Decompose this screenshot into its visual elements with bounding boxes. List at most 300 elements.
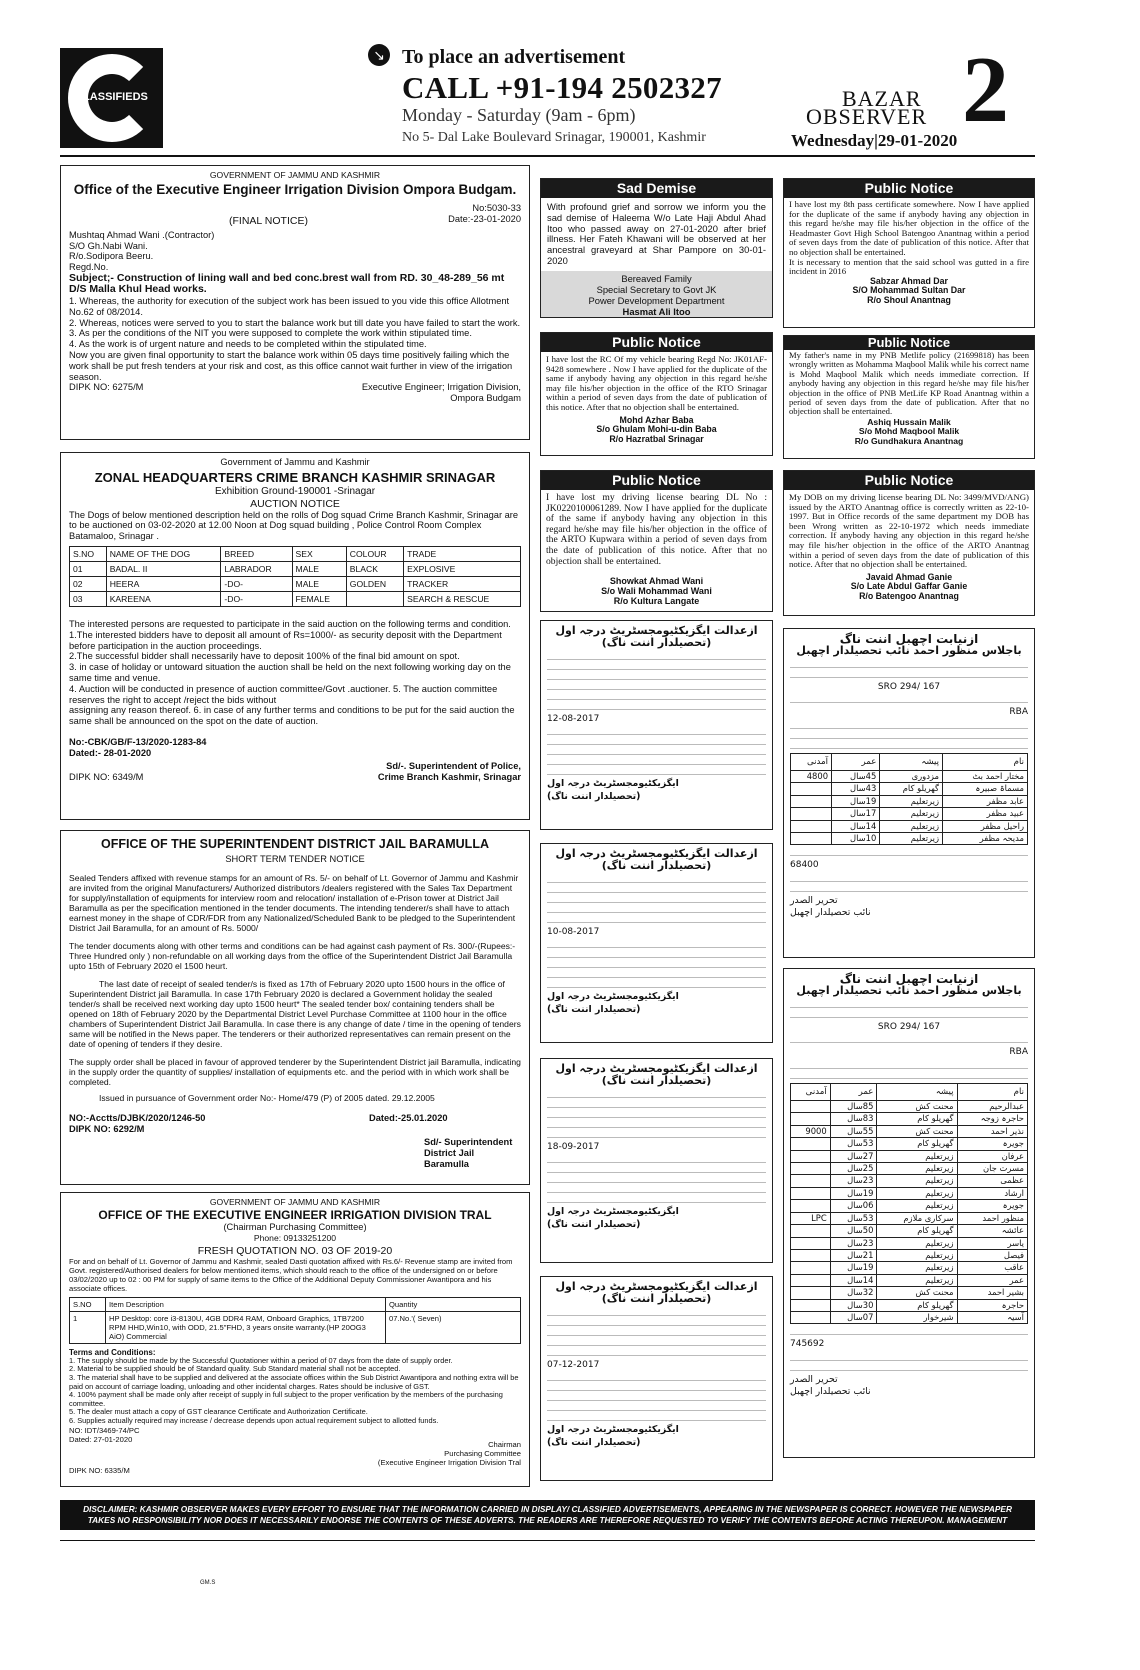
cell	[791, 1299, 831, 1311]
cell: زیرتعلیم	[877, 1187, 957, 1199]
urdu-notice-2	[540, 843, 773, 1043]
cell: 1	[70, 1311, 106, 1343]
letter-no: NO:-Acctts/DJBK/2020/1246-50	[69, 1112, 206, 1123]
office-title: ZONAL HEADQUARTERS CRIME BRANCH KASHMIR SRINAGAR	[94, 469, 496, 485]
signer-name: Sabzar Ahmad Dar	[870, 275, 948, 286]
urdu-text-lines	[790, 1354, 1028, 1371]
signer-residence: R/o Hazratbal Srinagar	[609, 433, 704, 444]
table-row	[70, 576, 521, 591]
cell: گھریلو کام	[877, 1299, 957, 1311]
income-amount: 745692	[790, 1339, 825, 1350]
office-hours: Monday - Saturday (9am - 6pm)	[402, 105, 636, 125]
addr-line: S/O Gh.Nabi Wani.	[69, 240, 148, 251]
cell: محنت کش	[877, 1287, 957, 1299]
signer-parent: S/o Wali Mohammad Wani	[601, 586, 712, 597]
cell: مزدوری	[880, 771, 943, 783]
letter-no: NO: IDT/3469-74/PC	[69, 1425, 140, 1435]
term: 2. Material to be supplied should be of Standard quality. Sub Standard material shall not be accepted.	[69, 1364, 401, 1374]
cell: 45سال	[832, 771, 880, 783]
cell: نذیر احمد	[957, 1125, 1027, 1137]
urdu-text-lines	[790, 1062, 1028, 1079]
col-header: S.NO	[70, 1297, 106, 1311]
cell: فیصل	[957, 1249, 1027, 1261]
col-header: پیشہ	[880, 753, 943, 770]
cell: 4800	[791, 771, 832, 783]
term: 3. in case of holiday or untoward situation the auction shall be held on the next following working day on the same time and venue.	[69, 662, 511, 683]
notice-jail-baramulla	[60, 830, 530, 1185]
subject: Subject;- Construction of lining wall and bed conc.brest wall from RD. 30_48-289_56 mt D/S Malla Khul Head works.	[69, 271, 505, 296]
cell: LPC	[791, 1212, 831, 1224]
cell: عظمی	[957, 1175, 1027, 1187]
phone: Phone: 09133251200	[253, 1232, 337, 1243]
cell: یاسر	[957, 1237, 1027, 1249]
cell: LABRADOR	[221, 561, 292, 576]
cell	[791, 820, 832, 832]
signer-name: Javaid Ahmad Ganie	[865, 571, 953, 582]
notice-body-note: It is necessary to mention that the said school was gutted in a fire incident in 2016	[789, 256, 1029, 277]
cell: 55سال	[830, 1125, 877, 1137]
signatory: (Executive Engineer Irrigation Division Tral	[377, 1457, 521, 1467]
intro: The Dogs of below mentioned description held on the rolls of Dog squad Crime Branch Kashmir, Srinagar are to be auctioned on 03-02-2020 at 12.00 Noon at Dog squad building , Police Control Room Complex Batamaloo, Srinagar .	[69, 509, 519, 542]
table-row	[791, 1249, 1028, 1261]
family-line: Special Secretary to Govt JK	[596, 283, 717, 295]
cell: جویرہ	[957, 1200, 1027, 1212]
public-notice-dl	[540, 470, 773, 612]
term: 2.The successful bidder shall necessarily have to deposit 100% of the final bid amount on spot.	[69, 651, 460, 662]
urdu-heading: ازنیابت اچھبل اننت ناگ	[839, 632, 979, 646]
income-amount: 68400	[790, 860, 819, 871]
cell: 32سال	[830, 1287, 877, 1299]
urdu-sign: نائب تحصیلدار اچھبل	[790, 1386, 871, 1398]
call-number[interactable]: CALL +91-194 2502327	[402, 70, 722, 105]
cell: TRACKER	[404, 576, 521, 591]
urdu-text-lines	[790, 875, 1028, 892]
cell	[791, 1138, 831, 1150]
col-header: SEX	[292, 546, 346, 561]
para: 2. Whereas, notices were served to you to start the balance work but till date you have failed to start the work.	[69, 317, 521, 328]
cell: زیرتعلیم	[877, 1200, 957, 1212]
cell: مسرت جان	[957, 1163, 1027, 1175]
notice-irrigation-tral	[60, 1192, 530, 1487]
cell: گھریلو کام	[880, 783, 943, 795]
office-title: OFFICE OF THE SUPERINTENDENT DISTRICT JAIL BARAMULLA	[101, 837, 489, 851]
term: 4. Auction will be conducted in presence of auction committee/Govt .auctioner. 5. The auction committee reserves the right to accept /reject the bids without	[69, 683, 498, 705]
term: 5. The dealer must attach a copy of GST clearance Certificate and Authorization Certificate.	[69, 1407, 368, 1417]
cell: EXPLOSIVE	[404, 561, 521, 576]
terms-title: Terms and Conditions:	[69, 1347, 156, 1357]
col-header: آمدنی	[791, 753, 832, 770]
urdu-subheading: باجلاس منظور احمد نائب تحصیلدار اچھبل	[796, 984, 1022, 998]
section-observer: OBSERVER	[806, 104, 928, 129]
signatory: Sd/-. Superintendent of Police,	[386, 760, 521, 771]
addr-line: Regd.No.	[69, 262, 109, 273]
logo-text: CLASSIFIEDS	[75, 91, 148, 103]
cell	[791, 1113, 831, 1125]
urdu-text-lines	[790, 1036, 1028, 1043]
signer-parent: S/o Late Abdul Gaffar Ganie	[850, 581, 968, 592]
signatory: District Jail Baramulla	[424, 1147, 475, 1169]
footer-code: GM.S	[200, 1580, 216, 1586]
cell	[791, 1150, 831, 1162]
cell	[791, 1101, 831, 1113]
col-header: نام	[943, 753, 1028, 770]
cell	[791, 1163, 831, 1175]
notice-body: My father's name in my PNB Metlife policy (21699818) has been wrongly written as Mohamma Maqbool Malik while his correct name is Mohd Maqbool Malik which needs immediate correction. If anybody having any objection in this regard he/she may file his/her objection in the office of PNB MetLife KP Road Anantnag within a period of seven days from the date of publication. After that no objection shall be entertained.	[789, 350, 1029, 417]
family-line: Power Development Department	[588, 294, 725, 306]
table-row	[791, 1187, 1028, 1199]
cell: 53سال	[830, 1212, 877, 1224]
urdu-right-notice-1	[783, 628, 1035, 958]
cell	[791, 808, 832, 820]
demise-body: With profound grief and sorrow we inform you the sad demise of Haleema W/o Late Haji Abdul Ahad Itoo who passed away on 27-01-2020 after brief illness. Her Fateh Khawani will be observed at her ancestral graveyard at Shar Pampore on 30-01-2020	[547, 201, 766, 266]
table-row	[791, 1175, 1028, 1187]
urdu-date: 18-09-2017	[547, 1141, 600, 1152]
signatory: Chairman	[488, 1439, 521, 1449]
urdu-sign: (تحصیلدار اننت ناگ)	[547, 790, 641, 802]
cell: عابد مظفر	[943, 795, 1028, 807]
addr-line: Mushtaq Ahmad Wani .(Contractor)	[69, 229, 215, 240]
cell: زیرتعلیم	[877, 1249, 957, 1261]
cell: عاقب	[957, 1262, 1027, 1274]
term: 3. The material shall have to be supplied and delivered at the associate offices within the Sub District Awantipora and nothing extra will be paid on account of carriage loading, unloading and other incidental charges. Rates should be inclusive of GST.	[69, 1372, 519, 1391]
cell: حاجرہ زوجہ	[957, 1113, 1027, 1125]
table-row	[791, 795, 1028, 807]
public-notice-pnb	[783, 335, 1035, 459]
page-number: 2	[962, 38, 1009, 142]
para: The tender documents along with other terms and conditions can be had against cash payment of Rs. 300/-(Rupees:- Three Hundred only ) non-refundable on all working days from the office of the Superintendent District Jail Baramulla upto 15th of February 2020 el 1500 heurt.	[69, 940, 516, 971]
col-header: آمدنی	[791, 1083, 831, 1100]
committee: (Chairman Purchasing Committee)	[223, 1222, 367, 1232]
urdu-text-lines	[547, 1091, 766, 1138]
cell: 17سال	[832, 808, 880, 820]
signatory: Crime Branch Kashmir, Srinagar	[377, 771, 521, 782]
cell: 01	[70, 561, 107, 576]
dipk-no: DIPK NO: 6335/M	[69, 1465, 130, 1475]
table-row	[791, 771, 1028, 783]
family-table	[790, 1083, 1028, 1325]
sad-demise-title: Sad Demise	[541, 179, 772, 198]
col-header: BREED	[221, 546, 292, 561]
para: The supply order shall be placed in favour of approved tenderer by the Superintendent District jail Baramulla, indicating in the supply order the quantity of supplies/ installation of equipments etc. and the period with in which work shall be completed.	[69, 1056, 521, 1087]
family-line: Hasmat Ali Itoo	[622, 305, 691, 317]
cell: راحیل مظفر	[943, 820, 1028, 832]
urdu-text-lines	[547, 1374, 766, 1421]
urdu-text-lines	[790, 1328, 1028, 1335]
cell: 14سال	[832, 820, 880, 832]
signatory: Sd/- Superintendent	[424, 1136, 513, 1147]
cell: بشیر احمد	[957, 1287, 1027, 1299]
table-row	[70, 1311, 521, 1343]
cell: زیرتعلیم	[880, 795, 943, 807]
disclaimer-label: DISCLAIMER:	[83, 1504, 138, 1514]
arrow-icon: ↘	[368, 44, 390, 66]
table-row	[791, 833, 1028, 845]
urdu-text-lines	[790, 696, 1028, 703]
signer-residence: R/o Shoul Anantnag	[867, 294, 951, 305]
table-row	[791, 1125, 1028, 1137]
urdu-date: 10-08-2017	[547, 926, 600, 937]
tender-title: SHORT TERM TENDER NOTICE	[225, 854, 365, 864]
urdu-notice-4	[540, 1276, 773, 1481]
cell: عبید مظفر	[943, 808, 1028, 820]
notice-crime-branch	[60, 452, 530, 820]
urdu-text-lines	[547, 1309, 766, 1356]
cell: 83سال	[830, 1113, 877, 1125]
rba-ref: RBA	[1009, 707, 1028, 718]
table-row	[791, 1287, 1028, 1299]
urdu-heading: ازعدالت ایگزیکٹیومجسٹریٹ درجہ اول (تحصیلدار اننت ناگ)	[555, 1280, 758, 1306]
cell: زیرتعلیم	[877, 1274, 957, 1286]
table-header-row	[791, 1083, 1028, 1100]
cell: HEERA	[106, 576, 221, 591]
disclaimer-text: KASHMIR OBSERVER MAKES EVERY EFFORT TO ENSURE THAT THE INFORMATION CARRIED IN DISPLAY/ CLASSIFIED ADVERTISEMENTS, APPEARING IN THE NEWSPAPER IS CORRECT. HOWEVER THE NEWSPAPER TAKES NO RESPONSIBILITY NOR DOES IT NECESSARILY ENDORSE THE CONTENTS OF THESE ADVERTS. THE READERS ARE THEREFORE REQUESTED TO VERIFY THE CONTENTS BEFORE ACTING THEREUPON.	[87, 1504, 1012, 1525]
cell: عائشہ	[957, 1225, 1027, 1237]
letter-date: Dated:- 28-01-2020	[69, 747, 152, 758]
letter-date: Dated:-25.01.2020	[369, 1112, 448, 1123]
cell	[791, 1237, 831, 1249]
cell: جویرہ	[957, 1138, 1027, 1150]
urdu-notice-1	[540, 620, 773, 830]
table-row	[791, 1212, 1028, 1224]
para: Now you are given final opportunity to start the balance work within 05 days time positively failing which the work shall be put fresh tenders at your risk and cost, as this office cannot wait further in view of the irrigation season.	[69, 349, 513, 382]
dipk-no: DIPK NO: 6292/M	[69, 1123, 145, 1134]
table-row	[791, 1200, 1028, 1212]
table-row	[70, 561, 521, 576]
quotation-table	[69, 1297, 521, 1344]
cell: سرکاری ملازم	[877, 1212, 957, 1224]
cell: 9000	[791, 1125, 831, 1137]
letter-no: No:5030-33	[472, 203, 521, 213]
urdu-text-lines	[790, 722, 1028, 749]
table-row	[791, 783, 1028, 795]
office-title: Office of the Executive Engineer Irrigation Division Ompora Budgam.	[73, 182, 517, 197]
cell: FEMALE	[292, 591, 346, 606]
cell: 23سال	[830, 1237, 877, 1249]
letter-no: No:-CBK/GB/F-13/2020-1283-84	[69, 736, 207, 747]
cell	[791, 1225, 831, 1237]
cell: عرفان	[957, 1150, 1027, 1162]
table-row	[791, 1101, 1028, 1113]
urdu-sign: ایگزیکٹیومجسٹریٹ درجہ اول	[547, 1424, 679, 1436]
cell	[791, 1287, 831, 1299]
cell: 23سال	[830, 1175, 877, 1187]
office-address: Exhibition Ground-190001 -Srinagar	[214, 485, 376, 497]
cell: حاجرہ	[957, 1299, 1027, 1311]
table-row	[791, 1113, 1028, 1125]
urdu-text-lines	[790, 849, 1028, 856]
letter-date: Dated: 27-01-2020	[69, 1434, 133, 1444]
urdu-text-lines	[547, 941, 766, 988]
table-row	[791, 1150, 1028, 1162]
para: 4. As the work is of urgent nature and needs to be completed within the stipulated time.	[69, 339, 427, 350]
cell: زیرتعلیم	[877, 1150, 957, 1162]
cell: محنت کش	[877, 1125, 957, 1137]
cell	[346, 591, 403, 606]
cell	[791, 1274, 831, 1286]
signer-residence: R/o Batengoo Anantnag	[859, 590, 959, 601]
family-block	[541, 271, 772, 318]
signatory: Executive Engineer; Irrigation Division,	[361, 382, 521, 393]
quotation-title: FRESH QUOTATION NO. 03 OF 2019-20	[197, 1244, 393, 1257]
cell: مختار احمد بٹ	[943, 771, 1028, 783]
footer-rule	[60, 1540, 1035, 1541]
cell: -DO-	[221, 576, 292, 591]
col-header: نام	[957, 1083, 1027, 1100]
cell: 03	[70, 591, 107, 606]
cell: 85سال	[830, 1101, 877, 1113]
gov-line: GOVERNMENT OF JAMMU AND KASHMIR	[209, 1197, 381, 1207]
cell: محنت کش	[877, 1101, 957, 1113]
intro: For and on behalf of Lt. Governor of Jammu and Kashmir, sealed Dasti quotation affixed with Rs.6/- Revenue stamp are invited from Govt. registered/Authorised dealers for below mentioned items, which should reach to the office of the undersigned on or before 03/02/2020 up to 02 : 00 PM for supply of same items to the Office of the Additional Deputy Commissioner Awantipora and his associate offices.	[69, 1256, 513, 1293]
urdu-sign: تحریر الصدر	[790, 894, 838, 906]
urdu-text-lines	[547, 1156, 766, 1203]
section-bazar: BAZAR	[842, 86, 922, 111]
col-header: عمر	[832, 753, 880, 770]
urdu-sign: ایگزیکٹیومجسٹریٹ درجہ اول	[547, 778, 679, 790]
letter-date: Date:-23-01-2020	[448, 213, 521, 224]
cell	[791, 1200, 831, 1212]
dog-table	[69, 546, 521, 607]
public-notice-dob	[783, 470, 1035, 616]
cell: 19سال	[830, 1262, 877, 1274]
table-row	[791, 1311, 1028, 1323]
masthead-rule	[60, 155, 1035, 157]
table-row	[791, 1163, 1028, 1175]
disclaimer-tail: MANAGEMENT	[946, 1514, 1008, 1525]
cell: 53سال	[830, 1138, 877, 1150]
cell: 50سال	[830, 1225, 877, 1237]
col-header: NAME OF THE DOG	[106, 546, 221, 561]
family-line: Bereaved Family	[621, 272, 692, 284]
col-header: S.NO	[70, 546, 107, 561]
cell: گھریلو کام	[877, 1113, 957, 1125]
disclaimer-bar	[60, 1500, 1035, 1530]
notice-body: My DOB on my driving license bearing DL No: 3499/MVD/ANG) issued by the ARTO Anantnag office is correctly written as 22-10-1997. But in Office records of the same department my DOB has been Wrong written as 22-10-1972 which needs immediate correction. If anybody having any objection in this regard he/she may file his/her objection in the office of the ARTO Anantnag within a period of seven days from the date of publication of this notice. After that no objection shall be entertained.	[789, 492, 1029, 570]
table-row	[791, 808, 1028, 820]
cell: ارشاد	[957, 1187, 1027, 1199]
cell: 07.No.'( Seven)	[386, 1311, 521, 1343]
table-row	[791, 1299, 1028, 1311]
table-row	[791, 1274, 1028, 1286]
urdu-notice-3	[540, 1058, 773, 1263]
final-notice: (FINAL NOTICE)	[229, 214, 308, 227]
office-address: No 5- Dal Lake Boulevard Srinagar, 190001, Kashmir	[402, 130, 706, 145]
urdu-sign: (تحصیلدار اننت ناگ)	[547, 1436, 641, 1448]
cell: BLACK	[346, 561, 403, 576]
urdu-sign: (تحصیلدار اننت ناگ)	[547, 1218, 641, 1230]
cell: زیرتعلیم	[877, 1262, 957, 1274]
urdu-date: 07-12-2017	[547, 1359, 600, 1370]
cell: شیرخوار	[877, 1311, 957, 1323]
urdu-sign: (تحصیلدار اننت ناگ)	[547, 1003, 641, 1015]
cell: مسماۃ صبیرہ	[943, 783, 1028, 795]
urdu-date: 12-08-2017	[547, 713, 600, 724]
urdu-text-lines	[790, 1001, 1028, 1018]
notice-title: Public Notice	[784, 336, 1034, 350]
cell: 07سال	[830, 1311, 877, 1323]
notice-body: I have lost the RC Of my vehicle bearing Regd No: JK01AF-9428 somewhere . Now I have applied for the duplicate of the same if anybody having any objection in this regard he/she may file his/her objection in the office of the RTO Srinagar within a period of seven days from the date of publication of this notice. After that no objection shall be entertained.	[546, 354, 767, 412]
cell	[791, 1262, 831, 1274]
cell: زیرتعلیم	[880, 820, 943, 832]
cell: HP Desktop: core i3-8130U, 4GB DDR4 RAM, Onboard Graphics, 1TB7200 RPM HHD,Win10, with ODD, 21.5"FHD, 3 years onsite warranty.(HP 20OG3 AiO) Commercial	[106, 1311, 386, 1343]
cell: زیرتعلیم	[877, 1237, 957, 1249]
cell: گھریلو کام	[877, 1225, 957, 1237]
cell: MALE	[292, 561, 346, 576]
urdu-heading: ازعدالت ایگزیکٹیومجسٹریٹ درجہ اول (تحصیلدار اننت ناگ)	[555, 624, 758, 650]
urdu-text-lines	[790, 661, 1028, 678]
cell: 43سال	[832, 783, 880, 795]
notice-body: I have lost my 8th pass certificate somewhere. Now I have applied for the duplicate of the same if anybody having any objection in this regard he/she may file his/her objection in the office of the Headmaster Govt High School Batengoo Anantnag within a period of seven days from the date of publication of this notice. After that no objection shall be entertained.	[789, 199, 1029, 257]
signer-parent: S/O Mohammad Sultan Dar	[852, 285, 966, 296]
gov-line: Government of Jammu and Kashmir	[220, 457, 370, 467]
cell: 19سال	[830, 1187, 877, 1199]
term: 1. The supply should be made by the Successful Quotationer within a period of 07 days from the date of supply order.	[69, 1355, 453, 1365]
cell: زیرتعلیم	[877, 1163, 957, 1175]
urdu-subheading: باجلاس منظور احمد نائب تحصیلدار اچھبل	[796, 644, 1022, 658]
urdu-sign: ایگزیکٹیومجسٹریٹ درجہ اول	[547, 1206, 679, 1218]
table-row	[791, 820, 1028, 832]
signer-parent: S/o Mohd Maqbool Malik	[858, 426, 960, 437]
urdu-heading: ازنیابت اچھبل اننت ناگ	[839, 972, 979, 986]
sro-ref: SRO 294/ 167	[877, 1021, 941, 1032]
urdu-right-notice-2	[783, 968, 1035, 1458]
notice-title: Public Notice	[784, 471, 1034, 490]
family-table	[790, 753, 1028, 846]
urdu-text-lines	[547, 876, 766, 923]
office-title: OFFICE OF THE EXECUTIVE ENGINEER IRRIGATION DIVISION TRAL	[98, 1208, 492, 1222]
cell: 30سال	[830, 1299, 877, 1311]
cell: زیرتعلیم	[877, 1175, 957, 1187]
col-header: Quantity	[386, 1297, 521, 1311]
notice-title: Public Notice	[541, 471, 772, 490]
cell: گھریلو کام	[877, 1138, 957, 1150]
gov-line: GOVERNMENT OF JAMMU AND KASHMIR	[209, 170, 381, 180]
notice-sad-demise	[540, 178, 773, 318]
cell: KAREENA	[106, 591, 221, 606]
cell: 25سال	[830, 1163, 877, 1175]
signer-name: Mohd Azhar Baba	[619, 414, 694, 425]
addr-line: R/o.Sodipora Beeru.	[69, 251, 154, 262]
place-ad-line: To place an advertisement	[402, 46, 626, 68]
para: Sealed Tenders affixed with revenue stamps for an amount of Rs. 5/- on behalf of Lt. Governor of Jammu and Kashmir are invited from the original Manufacturers/ Authorized distributors /dealers registered with the Sales Tax Department for supply/installation of equipments for interview room and relocation/ installation of e-Prison tower at District Jail Baramulla as per the specification mentioned in the tender documents. The intending tenderer/s shall have to attach earnest money in the shape of CDR/FDR from any Nationalized/Scheduled Bank to be pledged to the Superintendent District Jail Baramulla, for an amount of Rs. 5000/	[69, 872, 519, 933]
table-header-row	[791, 753, 1028, 770]
signer-residence: R/o Kultura Langate	[613, 596, 700, 607]
auction-title: AUCTION NOTICE	[250, 497, 340, 510]
signer-name: Ashiq Hussain Malik	[867, 416, 951, 427]
cell: -DO-	[221, 591, 292, 606]
table-row	[791, 1237, 1028, 1249]
cell: GOLDEN	[346, 576, 403, 591]
cell: 19سال	[832, 795, 880, 807]
signer-name: Showkat Ahmad Wani	[609, 576, 704, 587]
cell: MALE	[292, 576, 346, 591]
urdu-heading: ازعدالت ایگزیکٹیومجسٹریٹ درجہ اول (تحصیلدار اننت ناگ)	[555, 847, 758, 873]
cell: 06سال	[830, 1200, 877, 1212]
cell: 10سال	[832, 833, 880, 845]
table-header-row	[70, 1297, 521, 1311]
notice-body: I have lost my driving license bearing DL No : JK0220100061289. Now I have applied for the duplicate of the same if anybody having any objection in this regard he/she may file his/her objection in the office of the ARTO Kupwara within a period of seven days from the date of publication of this notice. After that no objection shall be entertained.	[546, 492, 767, 567]
cell: SEARCH & RESCUE	[404, 591, 521, 606]
cell: 21سال	[830, 1249, 877, 1261]
signatory: Ompora Budgam	[450, 393, 521, 404]
issue-date: Wednesday|29-01-2020	[791, 131, 958, 150]
notice-irrigation-budgam	[60, 165, 530, 440]
cell: 14سال	[830, 1274, 877, 1286]
para: 3. As per the conditions of the NIT you were supposed to complete the work within stipulated time.	[69, 328, 472, 339]
urdu-sign: تحریر الصدر	[790, 1373, 838, 1385]
signer-parent: S/o Ghulam Mohi-u-din Baba	[596, 424, 717, 435]
table-row	[70, 591, 521, 606]
